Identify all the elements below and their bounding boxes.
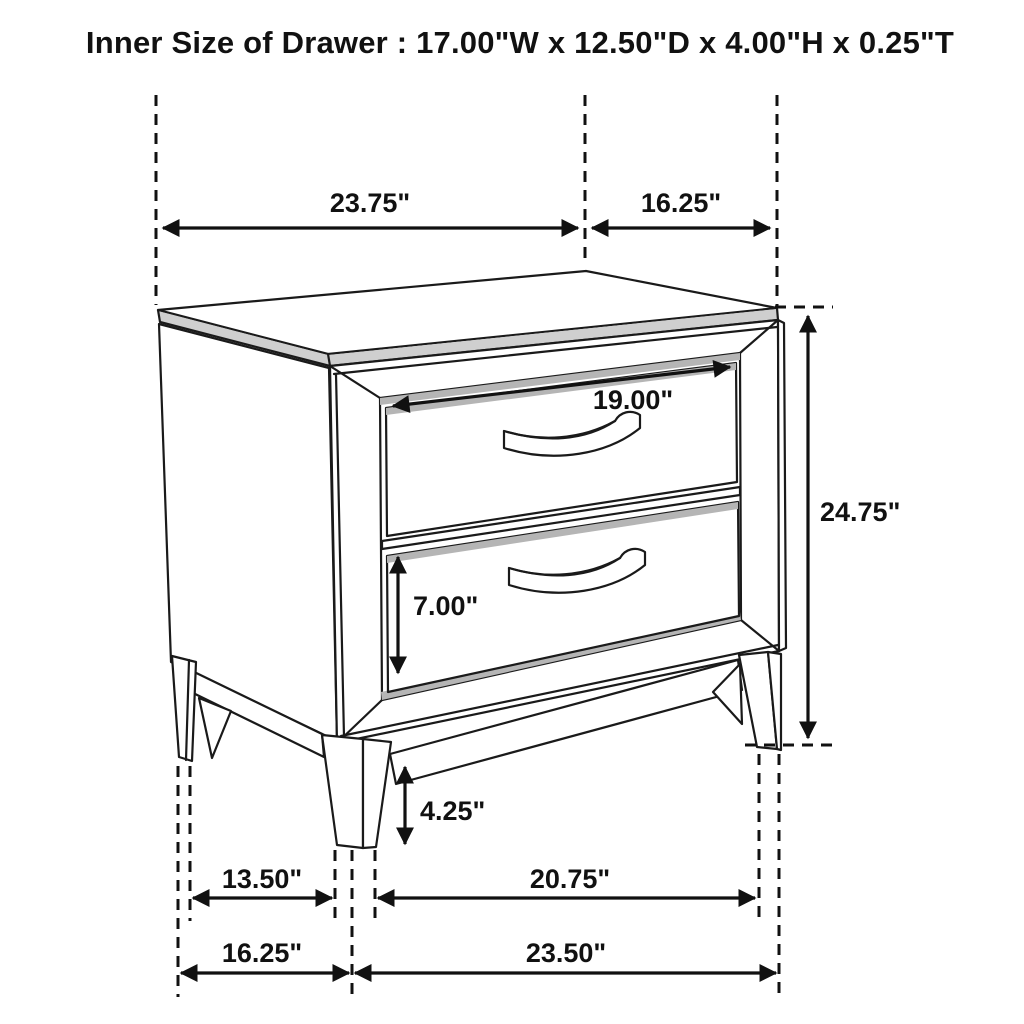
dim-label-front-leg-spacing: 20.75" <box>529 864 611 894</box>
dim-label-top-depth: 16.25" <box>640 188 722 218</box>
right-edge-sliver <box>778 320 786 651</box>
dim-label-leg-height: 4.25" <box>420 796 486 826</box>
front-left-leg-side <box>363 739 391 848</box>
dim-label-drawer-height: 7.00" <box>413 591 479 621</box>
dim-label-top-width: 23.75" <box>329 188 411 218</box>
dim-label-body-height: 24.75" <box>820 497 901 527</box>
diagram-title: Inner Size of Drawer : 17.00"W x 12.50"D x 4.00"H x 0.25"T <box>85 25 955 60</box>
dim-label-side-leg-spacing: 13.50" <box>221 864 303 894</box>
dim-label-base-width: 23.50" <box>525 938 607 968</box>
nightstand-drawing <box>158 271 786 848</box>
dim-label-base-depth: 16.25" <box>221 938 303 968</box>
back-left-leg <box>172 656 196 761</box>
front-left-leg-front <box>322 735 363 848</box>
dim-label-drawer-width: 19.00" <box>592 385 674 415</box>
